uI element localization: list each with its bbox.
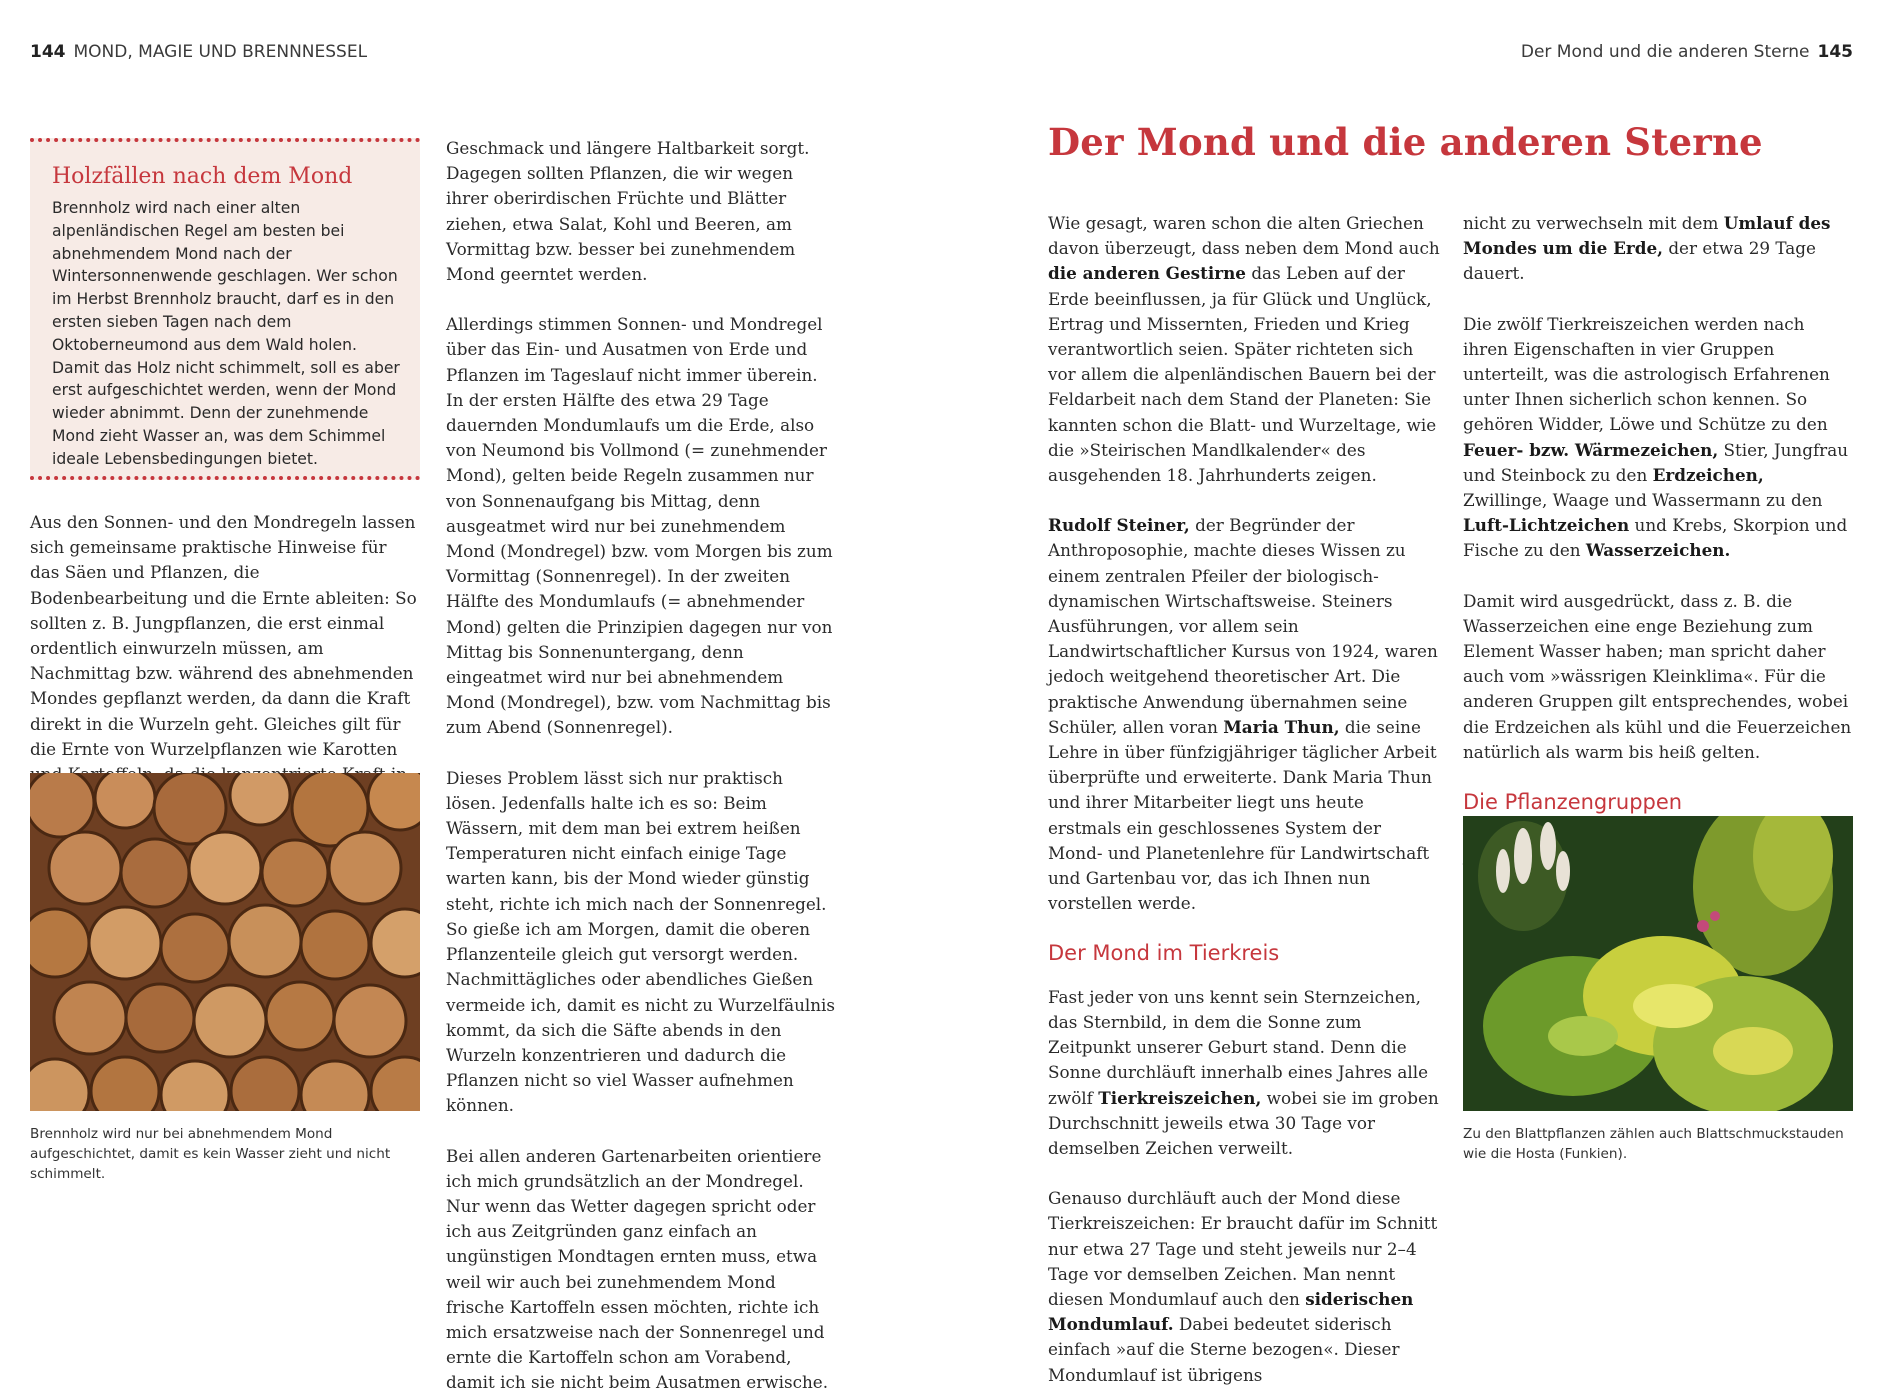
text-run: und Krebs, Skorpion und Fische zu den [1463,515,1848,561]
running-title-right: Der Mond und die anderen Sterne [1520,42,1810,62]
paragraph [1048,211,1440,488]
bold-term: Feuer- bzw. Wärmezeichen, [1463,439,1719,460]
bold-term: Luft-Lichtzeichen [1463,515,1630,536]
caption-firewood: Brennholz wird nur bei abnehmendem Mond aufgeschichtet, damit es kein Wasser zieht und nicht schimmelt. [30,1126,391,1182]
text-run: Genauso durchläuft auch der Mond diese Tierkreiszeichen: Er braucht dafür im Schnitt nur etwa 27 Tage und steht jeweils nur 2–4 Tage vor demselben Zeichen. Man nennt diesen Mondumlauf auch den [1048,1188,1438,1309]
caption-hosta: Zu den Blattpflanzen zählen auch Blattschmuckstauden wie die Hosta (Funkien). [1463,1126,1844,1162]
bold-term: Wasserzeichen. [1585,540,1731,561]
garden-illustration [1463,816,1853,1111]
chapter-title: Der Mond und die anderen Sterne [1048,120,1763,164]
running-title-left: MOND, MAGIE UND BRENNNESSEL [73,42,368,62]
bold-term: Umlauf des Mondes um die Erde, [1463,213,1831,259]
bold-term: Rudolf Steiner, [1048,515,1190,536]
bold-term: Erdzeichen, [1652,464,1764,485]
paragraph: Dieses Problem lässt sich nur praktisch lösen. Jedenfalls halte ich es so: Beim Wässern, mit dem man bei extrem heißen Temperaturen nicht einfach einige Tage warten kann, bis der Mond wieder günstig steht, richte ich mich nach der Sonnenregel. So gieße ich am Morgen, damit die oberen Pflanzenteile gleich gut versorgt werden. Nachmittägliches oder abendliches Gießen vermeide ich, damit es nicht zu Wurzelfäulnis kommt, da sich die Säfte abends in den Wurzeln konzentrieren und dadurch die Pflanzen nicht so viel Wasser aufnehmen können. [446,767,836,1116]
paragraph [1048,1186,1440,1388]
infobox-text: Brennholz wird nach einer alten alpenländischen Regel am besten bei abnehmendem Mond nach der Wintersonnenwende geschlagen. Wer schon im Herbst Brennholz braucht, darf es in den ersten sieben Tagen nach dem Oktoberneumond aus dem Wald holen. Damit das Holz nicht schimmelt, soll es aber erst aufgeschichtet werden, wenn der Mond wieder abnimmt. Denn der zunehmende Mond zieht Wasser an, was dem Schimmel ideale Lebensbedingungen bietet. [52,199,400,468]
column-3 [1048,211,1440,1388]
text-run: nicht zu verwechseln mit dem [1463,213,1724,233]
paragraph: Damit wird ausgedrückt, dass z. B. die Wasserzeichen eine enge Beziehung zum Element Wasser haben; man spricht daher auch vom »wässrigen Kleinklima«. Für die anderen Gruppen gilt entsprechendes, wobei die Erdzeichen als kühl und die Feuerzeichen natürlich als warm bis heiß gelten. [1463,590,1852,762]
column-1 [30,510,420,812]
paragraph [1048,513,1440,916]
bold-term: die anderen Gestirne [1048,263,1246,284]
column-2 [446,136,836,1396]
text-run: wobei sie im groben Durchschnitt jeweils etwa 30 Tage vor demselben Zeichen verweilt. [1048,1087,1439,1158]
paragraph [1463,211,1853,287]
paragraph: Aus den Sonnen- und den Mondregeln lassen sich gemeinsame praktische Hinweise für das Säen und Pflanzen, die Bodenbearbeitung und die Ernte ableiten: So sollten z. B. Jungpflanzen, die erst einmal ordentlich einwurzeln müssen, am Nachmittag bzw. während des abnehmenden Mondes gepflanzt werden, da dann die Kraft direkt in die Wurzeln geht. Gleiches gilt für die Ernte von Wurzelpflanzen wie Karotten [30,512,417,759]
hosta-garden-photo [1463,816,1853,1111]
text-run: Zwillinge, Waage und Wassermann zu den [1463,490,1823,511]
bold-term: Maria Thun, [1223,716,1340,737]
text-run: das Leben auf der Erde beeinflussen, ja für Glück und Unglück, Ertrag und Missernten, Frieden und Krieg verantwortlich seien. Später richteten sich vor allem die alpenländischen Bauern bei der Feldarbeit nach dem Stand der Planeten: Sie kannten schon die Blatt- und Wurzeltage, wie die »Steirischen Mandlkalender« des ausgehenden 18. Jahrhunderts zeigen. [1048,263,1437,486]
text-run: Wie gesagt, waren schon die alten Griechen davon überzeugt, dass neben dem Mond auch [1048,213,1440,259]
column-4 [1463,211,1853,909]
paragraph [1463,312,1853,564]
text-run: der Begründer der Anthroposophie, machte dieses Wissen zu einem zentralen Pfeiler der biologisch-dynamischen Wirtschaftsweise. Steiners Ausführungen, vor allem sein Landwirtschaftlicher Kursus von 1924, waren jedoch weitgehend theoretischer Art. Die praktische Anwendung übernahmen seine Schüler, allen voran [1048,515,1438,737]
paragraph: Geschmack und längere Haltbarkeit sorgt. Dagegen sollten Pflanzen, die wir wegen ihrer oberirdischen Früchte und Blätter ziehen, etwa Salat, Kohl und Beeren, am Vormittag bzw. besser bei zunehmendem Mond geerntet werden. [446,138,810,285]
text-run: Dabei bedeutet siderisch einfach »auf die Sterne bezogen«. Dieser Mondumlauf ist übrigens [1048,1314,1400,1385]
firewood-photo [30,773,420,1111]
text-run: Stier, Jungfrau und Steinbock zu den [1463,439,1849,485]
bold-term: siderischen Mondumlauf. [1048,1288,1414,1335]
paragraph: Bei allen anderen Gartenarbeiten orientiere ich mich grundsätzlich an der Mondregel. Nur wenn das Wetter dagegen spricht oder ich aus Zeitgründen ganz einfach an ungünstigen Mondtagen ernten muss, etwa weil wir auch bei zunehmendem Mond frische Kartoffeln essen möchten, richte ich mich ersatzweise nach der Sonnenregel und ernte die Kartoffeln schon am Vorabend, damit ich sie nicht beim Ausatmen erwische. [446,1145,829,1393]
page-header-left [30,42,367,62]
paragraph [1048,985,1440,1161]
paragraph: Allerdings stimmen Sonnen- und Mondregel über das Ein- und Ausatmen von Erde und Pflanzen im Tageslauf nicht immer überein. In der ersten Hälfte des etwa 29 Tage dauernden Mondumlaufs um die Erde, also von Neumond bis Vollmond (= zunehmender Mond), gelten beide Regeln zusammen nur von Sonnenaufgang bis Mittag, denn ausgeatmet wird nur bei zunehmendem Mond (Mondregel) bzw. vom Morgen bis zum Vormittag (Sonnenregel). In der zweiten Hälfte des Mondumlaufs (= abnehmender Mond) gelten die Prinzipien dagegen nur von Mittag bis Sonnenuntergang, denn eingeatmet wird nur bei abnehmendem Mond (Mondregel), bzw. vom Nachmittag bis zum Abend (Sonnenregel). [446,314,833,738]
section-heading-tierkreis: Der Mond im Tierkreis [1048,941,1280,966]
section-heading-pflanzengruppen: Die Pflanzengruppen [1463,790,1683,815]
firewood-illustration [30,773,420,1111]
text-run: Fast jeder von uns kennt sein Sternzeichen, das Sternbild, in dem die Sonne zum Zeitpunkt unserer Geburt stand. Denn die Sonne durchläuft innerhalb eines Jahres alle zwölf [1048,986,1429,1108]
text-run: der etwa 29 Tage dauert. [1463,238,1816,284]
bold-term: Tierkreiszeichen, [1098,1087,1262,1108]
infobox-title: Holzfällen nach dem Mond [52,164,353,189]
infobox [30,138,420,480]
page-header-right [1521,42,1853,62]
page-number-right: 145 [1817,42,1853,62]
page-number-left: 144 [30,42,66,62]
text-run: die seine Lehre in über fünfzigjähriger täglicher Arbeit überprüfte und erweiterte. Dank Maria Thun und ihrer Mitarbeiter liegt uns heute erstmals ein geschlossenes System der Mond- und Planetenlehre für Landwirtschaft und Gartenbau vor, das ich Ihnen nun vorstellen werde. [1048,716,1437,914]
text-run: Die zwölf Tierkreiszeichen werden nach ihren Eigenschaften in vier Gruppen unterteilt, was die astrologisch Erfahrenen unter Ihnen sicherlich schon kennen. So gehören Widder, Löwe und Schütze zu den [1463,313,1830,435]
